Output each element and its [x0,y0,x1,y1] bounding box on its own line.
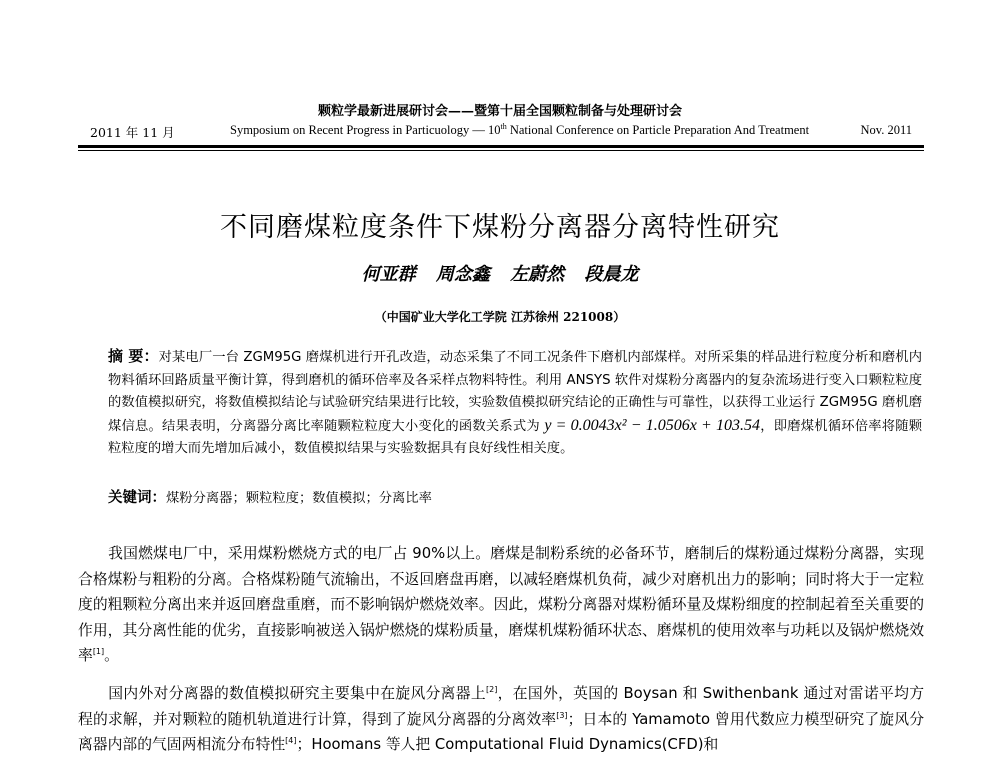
symposium-text-a: Symposium on Recent Progress in Particuology — 10 [230,123,501,137]
p2-text-c: ；日本的 Yamamoto 曾用代数应力模型研究了旋风分离器内部的气固两相流分布特性 [78,710,924,753]
keywords [108,486,922,507]
header-date-zh: 2011 年 11 月 [90,125,175,140]
body-paragraph-1 [78,541,924,669]
symposium-text-b: National Conference on Particle Preparation And Treatment [506,123,810,137]
paper-title: 不同磨煤粒度条件下煤粉分离器分离特性研究 [220,212,780,243]
abstract-text-b: ，即磨煤机循环倍率将随颗粒粒度的增大而先增加后减小，数值模拟结果与实验数据具有良好线性相关度。 [108,418,922,456]
abstract-formula: y = 0.0043x² − 1.0506x + 103.54 [544,416,761,434]
running-header [90,123,912,141]
abstract [108,345,922,461]
header-rule-thin [78,150,924,151]
p2-text-b: ，在国外，英国的 Boysan 和 Swithenbank 通过对雷诺平均方程的求解，并对颗粒的随机轨道进行计算，得到了旋风分离器的分离效率 [78,685,924,728]
header-date-en: Nov. 2011 [860,123,912,137]
abstract-text-a: 对某电厂一台 ZGM95G 磨煤机进行开孔改造，动态采集了不同工况条件下磨机内部煤样。对所采集的样品进行粒度分析和磨机内物料循环回路质量平衡计算，得到磨机的循环倍率及各采样点物料特性。利用 ANSYS 软件对煤粉分离器内的复杂流场进行变入口颗粒粒度的数值模拟研究，将数值模拟结论与试验研究结果进行比较，实验数值模拟研究结论的正确性与可靠性，以获得工业运行 ZGM95G 磨机磨煤信息。结果表明，分离器分离比率随颗粒粒度大小变化的函数关系式为 [108,350,922,434]
p1-end: 。 [104,647,119,664]
p2-text-d: ；Hoomans 等人把 Computational Fluid Dynamics(CFD)和 [296,736,719,753]
p2-text-a: 国内外对分离器的数值模拟研究主要集中在旋风分离器上 [108,685,486,702]
abstract-label: 摘 要： [108,347,159,365]
body-paragraph-2 [78,681,924,758]
citation-2: [2] [485,685,498,695]
header-symposium-en [230,123,809,138]
paper-affiliation: （中国矿业大学化工学院 江苏徐州 221008） [374,310,626,324]
citation-1: [1] [92,647,105,657]
citation-4: [4] [285,736,297,746]
conference-title-zh: 颗粒学最新进展研讨会——暨第十届全国颗粒制备与处理研讨会 [317,104,682,119]
p1-text: 我国燃煤电厂中，采用煤粉燃烧方式的电厂占 90%以上。磨煤是制粉系统的必备环节，磨制后的煤粉通过煤粉分离器，实现合格煤粉与粗粉的分离。合格煤粉随气流输出，不返回磨盘再磨，以减轻磨煤机负荷，减少对磨机出力的影响；同时将大于一定粒度的粗颗粒分离出来并返回磨盘重磨，而不影响锅炉燃烧效率。因此，煤粉分离器对煤粉循环量及煤粉细度的控制起着至关重要的作用，其分离性能的优劣，直接影响被送入锅炉燃烧的煤粉质量，磨煤机煤粉循环状态、磨煤机的使用效率与功耗以及锅炉燃烧效率 [78,545,924,664]
citation-3: [3] [556,710,568,720]
symposium-ordinal: th [500,121,507,131]
keywords-label: 关键词： [108,490,166,506]
header-rule-thick [78,145,924,148]
keywords-text: 煤粉分离器；颗粒粒度；数值模拟；分离比率 [166,491,432,506]
paper-authors: 何亚群 周念鑫 左蔚然 段晨龙 [361,264,639,285]
